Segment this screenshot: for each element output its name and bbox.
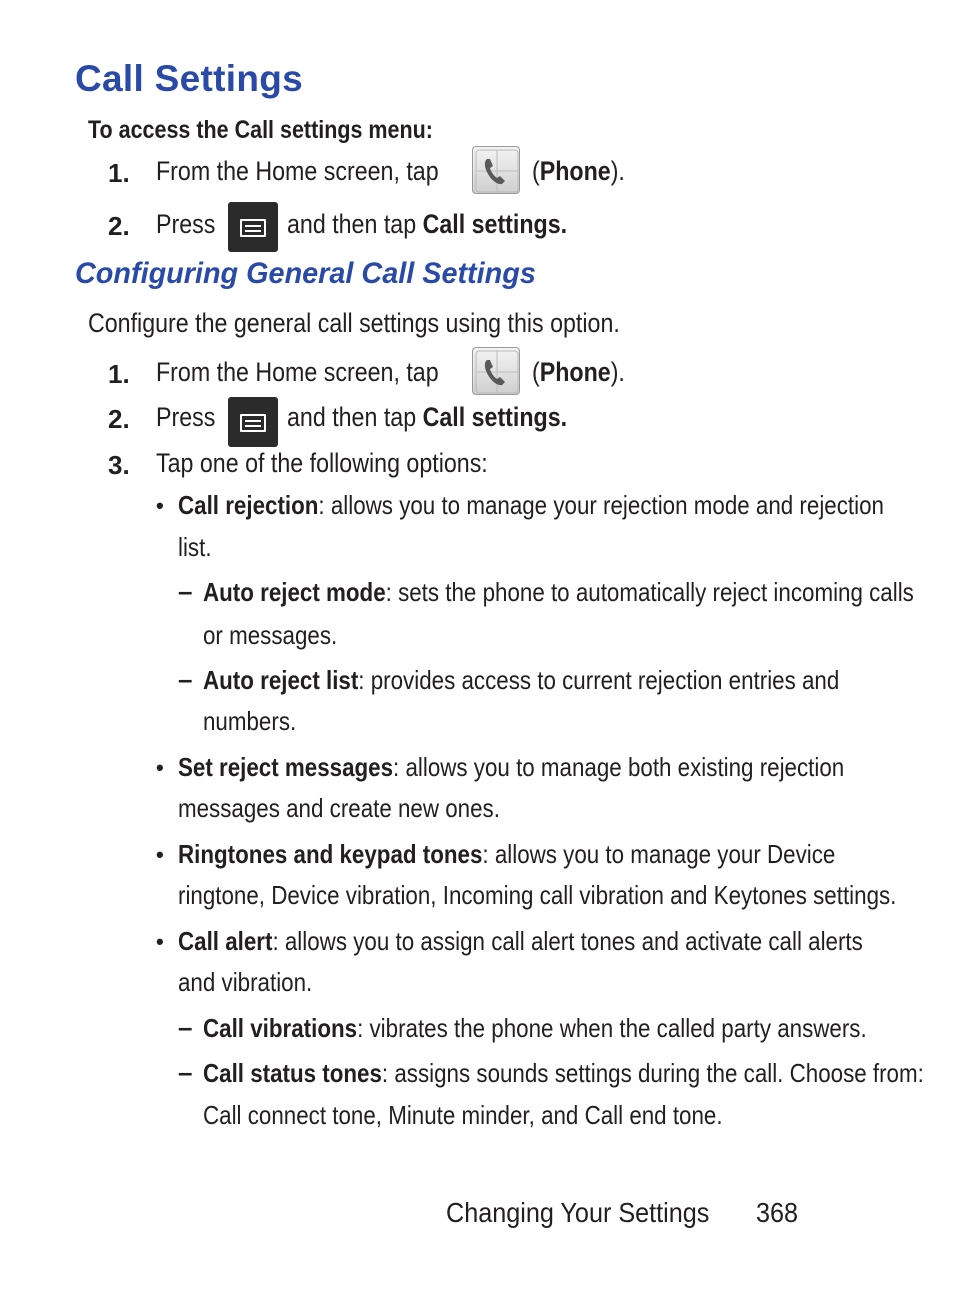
intro-paragraph: Configure the general call settings using this option. — [88, 308, 620, 338]
option-call-status-tones: Call status tones: assigns sounds settings during the call. Choose from: — [203, 1058, 924, 1088]
step-text: Press — [156, 402, 216, 432]
step-text-suffix: (Phone). — [532, 357, 625, 387]
step-text: From the Home screen, tap — [156, 357, 439, 387]
step-number: 2. — [108, 211, 130, 241]
option-ringtones-cont: ringtone, Device vibration, Incoming call vibration and Keytones settings. — [178, 880, 897, 910]
bullet: • — [156, 493, 164, 518]
step-text: From the Home screen, tap — [156, 156, 439, 186]
step-text: Press — [156, 209, 216, 239]
page-number: 368 — [756, 1197, 799, 1228]
step-number: 1. — [108, 158, 130, 188]
section-subheading: Configuring General Call Settings — [75, 257, 536, 290]
step-number: 3. — [108, 450, 130, 480]
option-auto-reject-list-cont: numbers. — [203, 706, 297, 736]
bullet: • — [156, 842, 164, 867]
dash: – — [178, 1057, 193, 1087]
option-ringtones: Ringtones and keypad tones: allows you to manage your Device — [178, 839, 836, 869]
option-call-alert-cont: and vibration. — [178, 967, 313, 997]
step-number: 1. — [108, 359, 130, 389]
option-call-alert: Call alert: allows you to assign call alert tones and activate call alerts — [178, 926, 863, 956]
option-call-status-tones-cont: Call connect tone, Minute minder, and Call end tone. — [203, 1100, 723, 1130]
option-set-reject-messages-cont: messages and create new ones. — [178, 793, 500, 823]
option-call-vibrations: Call vibrations: vibrates the phone when the called party answers. — [203, 1013, 867, 1043]
step-text: Tap one of the following options: — [156, 448, 488, 478]
menu-key-icon — [228, 397, 278, 447]
option-call-rejection: Call rejection: allows you to manage your rejection mode and rejection — [178, 490, 884, 520]
bullet: • — [156, 929, 164, 954]
step-text-suffix: (Phone). — [532, 156, 625, 186]
dash: – — [178, 1012, 193, 1042]
step-text-suffix: and then tap Call settings. — [287, 209, 568, 239]
dash: – — [178, 664, 193, 694]
page-title: Call Settings — [75, 58, 303, 99]
dash: – — [178, 576, 193, 606]
bullet: • — [156, 755, 164, 780]
step-text-suffix: and then tap Call settings. — [287, 402, 568, 432]
phone-app-icon — [472, 347, 520, 395]
option-auto-reject-mode: Auto reject mode: sets the phone to automatically reject incoming calls — [203, 577, 914, 607]
option-auto-reject-list: Auto reject list: provides access to current rejection entries and — [203, 665, 840, 695]
option-call-rejection-cont: list. — [178, 532, 212, 562]
access-heading: To access the Call settings menu: — [88, 116, 433, 144]
phone-app-icon — [472, 146, 520, 194]
menu-key-icon — [228, 202, 278, 252]
step-number: 2. — [108, 404, 130, 434]
option-set-reject-messages: Set reject messages: allows you to manage both existing rejection — [178, 752, 845, 782]
footer-section-title: Changing Your Settings — [446, 1197, 710, 1228]
option-auto-reject-mode-cont: or messages. — [203, 620, 338, 650]
